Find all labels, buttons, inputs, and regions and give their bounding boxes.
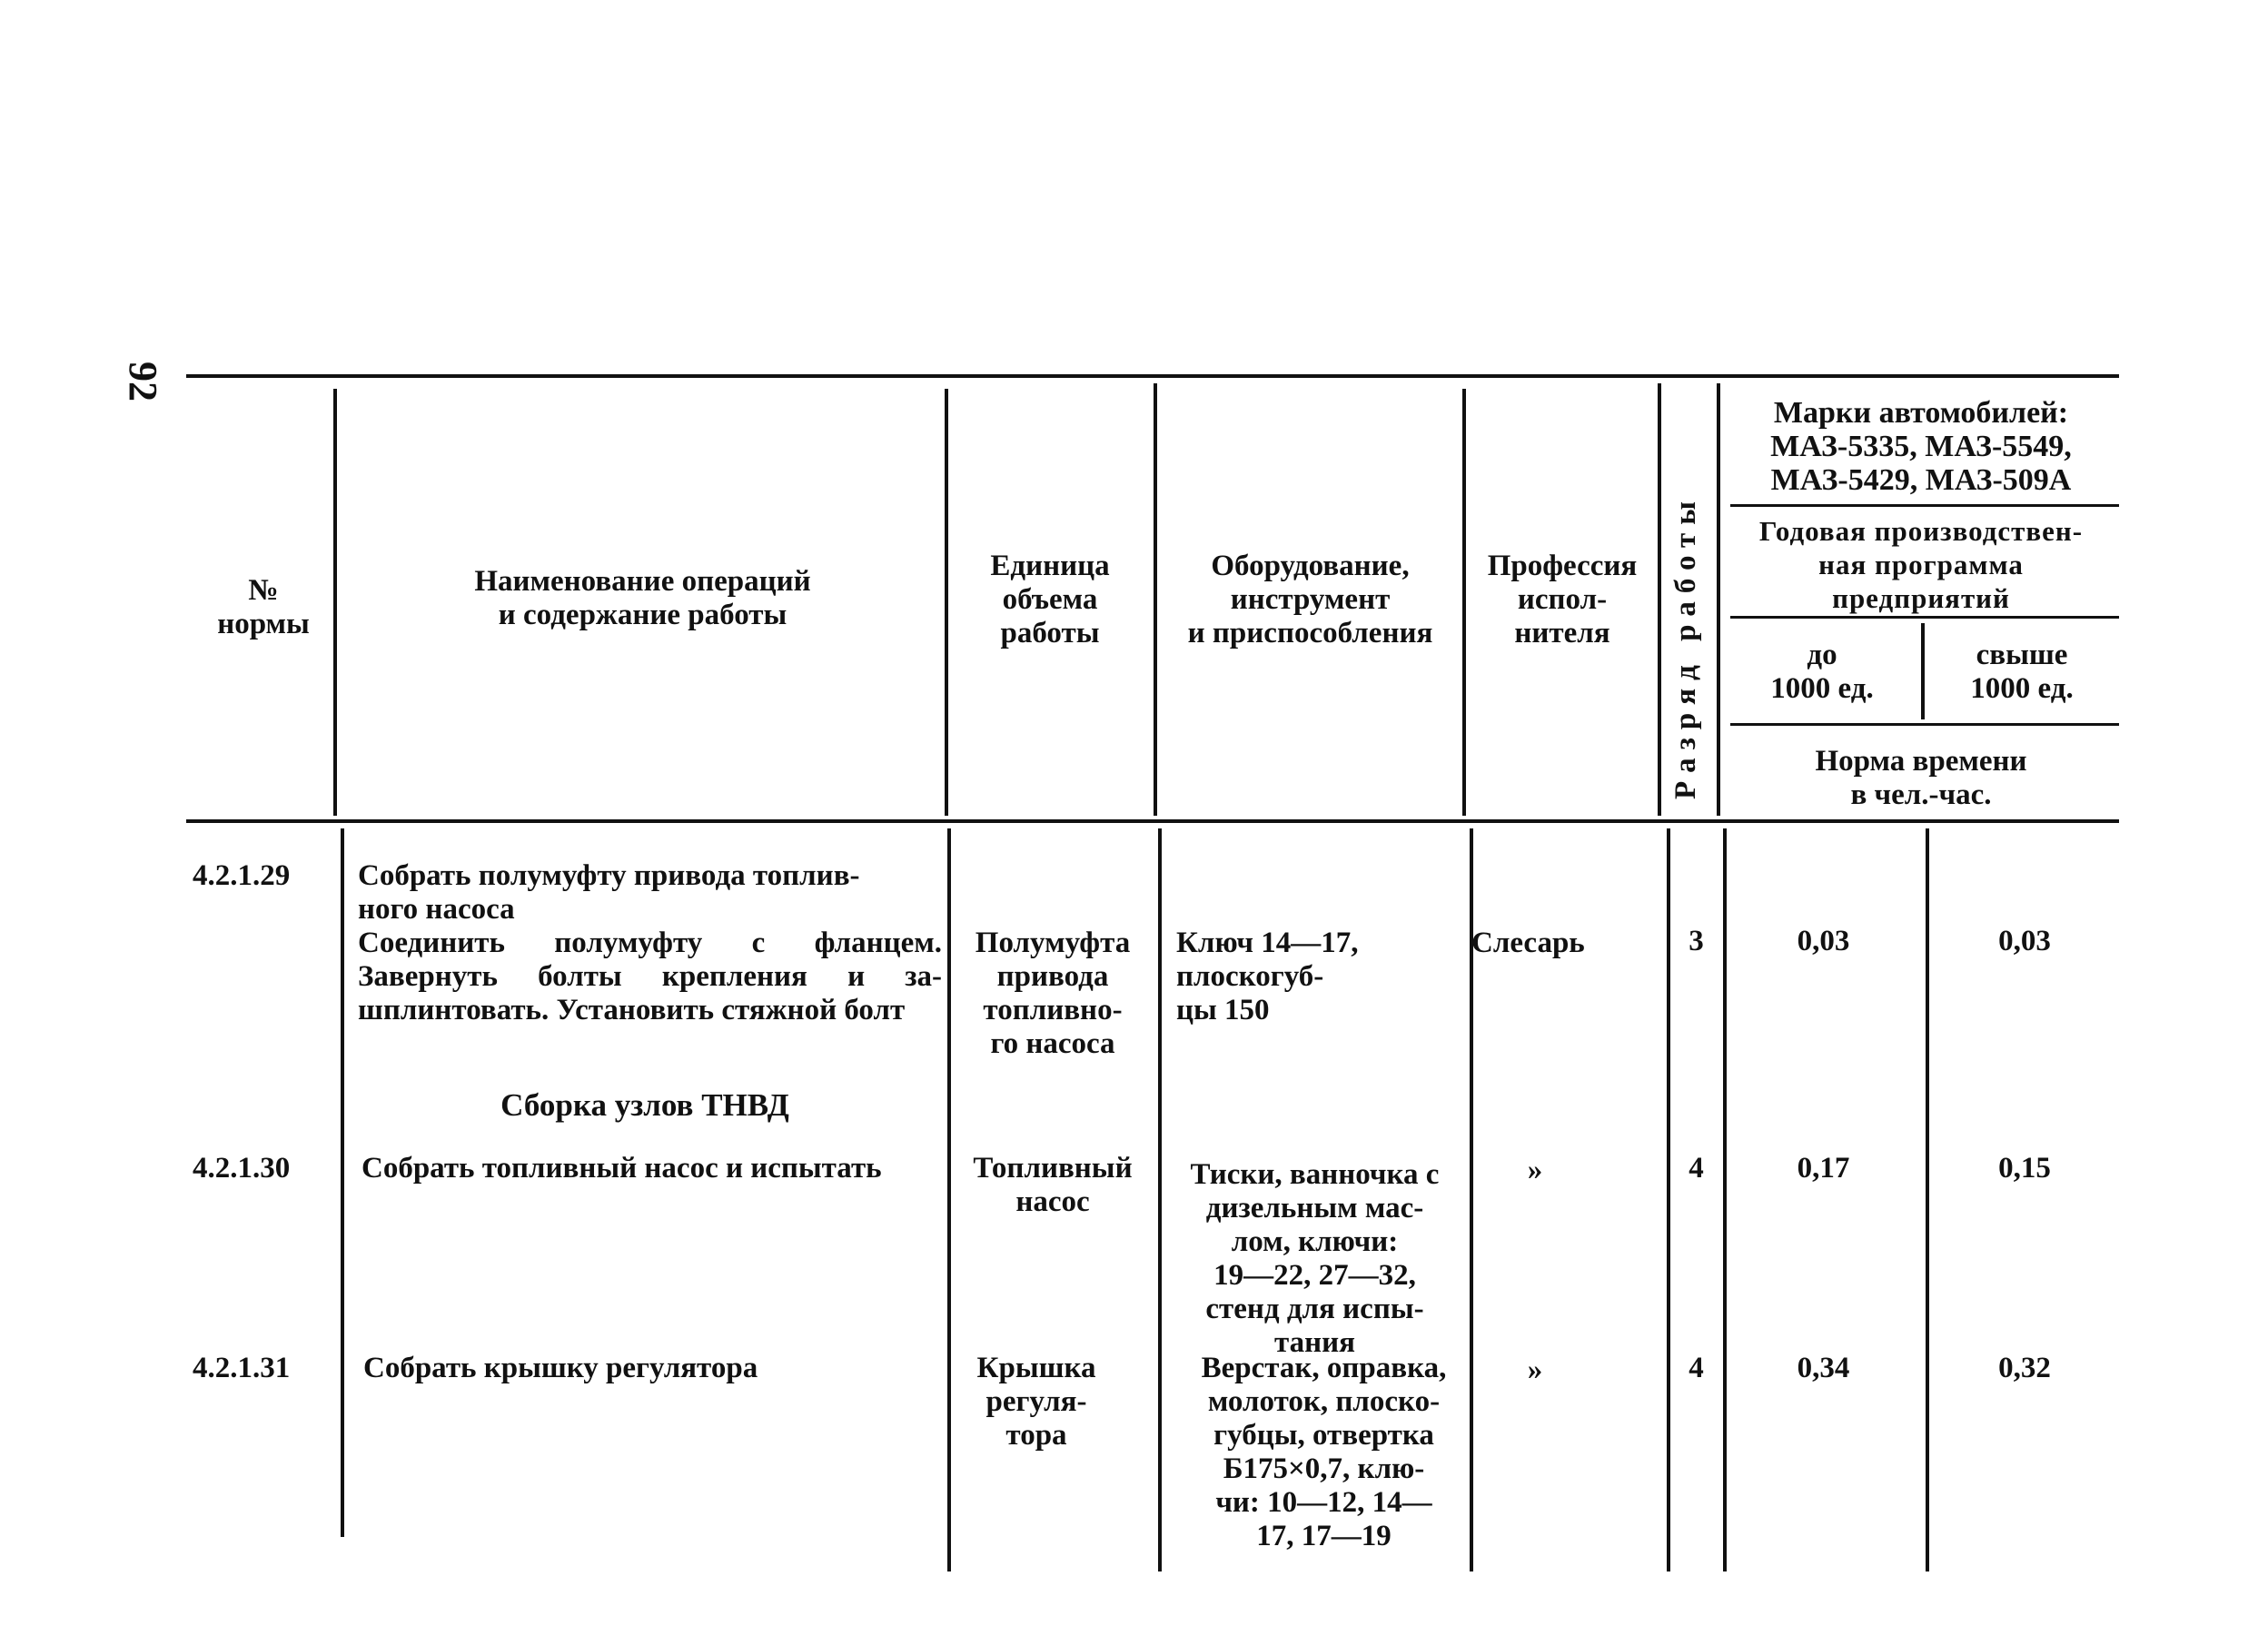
- row-3-upto: 0,34: [1797, 1352, 1850, 1384]
- row-1-title: Собрать полумуфту привода топлив- ного насоса: [358, 859, 860, 926]
- row-3-profession: »: [1527, 1353, 1543, 1386]
- header-program: Годовая производствен- ная программа предприятий: [1758, 515, 2084, 614]
- body-col-line-3: [1158, 828, 1162, 1571]
- row-2-profession: »: [1527, 1154, 1543, 1186]
- header-vehicles: Марки автомобилей: МАЗ-5335, МАЗ-5549, МАЗ-5429, МАЗ-509А: [1770, 396, 2072, 497]
- header-bottom-rule: [186, 819, 2119, 823]
- page-number: 92: [121, 362, 165, 402]
- header-grade: Разряд работы: [1669, 492, 1702, 799]
- row-3-grade: 4: [1689, 1352, 1704, 1384]
- header-col-line-2: [945, 389, 948, 816]
- row-3-no: 4.2.1.31: [193, 1352, 291, 1384]
- row-2-no: 4.2.1.30: [193, 1152, 291, 1185]
- row-2-grade: 4: [1689, 1152, 1704, 1185]
- row-1-over: 0,03: [1998, 925, 2051, 957]
- header-col-line-7: [1921, 623, 1925, 719]
- row-3-over: 0,32: [1998, 1352, 2051, 1384]
- row-3-unit: Крышка регуля- тора: [976, 1352, 1096, 1452]
- row-2-equipment: Тиски, ванночка с дизельным мас- лом, ключи: 19—22, 27—32, стенд для испы- тания: [1190, 1158, 1440, 1359]
- row-1-unit: Полумуфта привода топливно- го насоса: [975, 927, 1131, 1060]
- row-1-content: Соединить полумуфту с фланцем. Завернуть болты крепления и за-шплинтовать. Установить стяжной болт: [358, 927, 942, 1026]
- row-3-equipment: Верстак, оправка, молоток, плоско- губцы, отвертка Б175×0,7, клю- чи: 10—12, 14— 17, 17—19: [1201, 1352, 1447, 1552]
- header-norm-no: № нормы: [217, 574, 310, 640]
- header-time-norm: Норма времени в чел.-час.: [1815, 745, 2027, 811]
- header-upto: до 1000 ед.: [1770, 639, 1874, 705]
- header-col-line-1: [333, 389, 337, 816]
- row-3-title: Собрать крышку регулятора: [363, 1352, 758, 1384]
- body-col-line-1: [341, 828, 344, 1537]
- section-heading: Сборка узлов ТНВД: [500, 1087, 789, 1123]
- table-top-rule: [186, 374, 2119, 378]
- header-col-line-4: [1462, 389, 1466, 816]
- header-unit: Единица объема работы: [990, 550, 1110, 649]
- row-1-profession: Слесарь: [1471, 927, 1585, 959]
- row-2-title: Собрать топливный насос и испытать: [361, 1152, 882, 1185]
- header-col-line-3: [1154, 383, 1157, 816]
- row-1-upto: 0,03: [1797, 925, 1850, 957]
- row-1-grade: 3: [1689, 925, 1704, 957]
- units-rule: [1730, 723, 2119, 726]
- header-equipment: Оборудование, инструмент и приспособления: [1187, 550, 1433, 649]
- row-2-upto: 0,17: [1797, 1152, 1850, 1185]
- header-operation: Наименование операций и содержание работы: [474, 565, 811, 631]
- row-1-equipment: Ключ 14—17, плоскогуб- цы 150: [1176, 927, 1359, 1026]
- body-col-line-5: [1667, 828, 1670, 1571]
- header-profession: Профессия испол- нителя: [1487, 550, 1638, 649]
- vehicles-rule: [1730, 504, 2119, 507]
- row-2-unit: Топливный насос: [973, 1152, 1133, 1218]
- header-over: свыше 1000 ед.: [1970, 639, 2074, 705]
- header-col-line-5: [1658, 383, 1661, 816]
- header-col-line-6: [1717, 383, 1720, 816]
- body-col-line-2: [947, 828, 951, 1571]
- program-rule: [1730, 616, 2119, 619]
- row-2-over: 0,15: [1998, 1152, 2051, 1185]
- row-1-no: 4.2.1.29: [193, 859, 291, 892]
